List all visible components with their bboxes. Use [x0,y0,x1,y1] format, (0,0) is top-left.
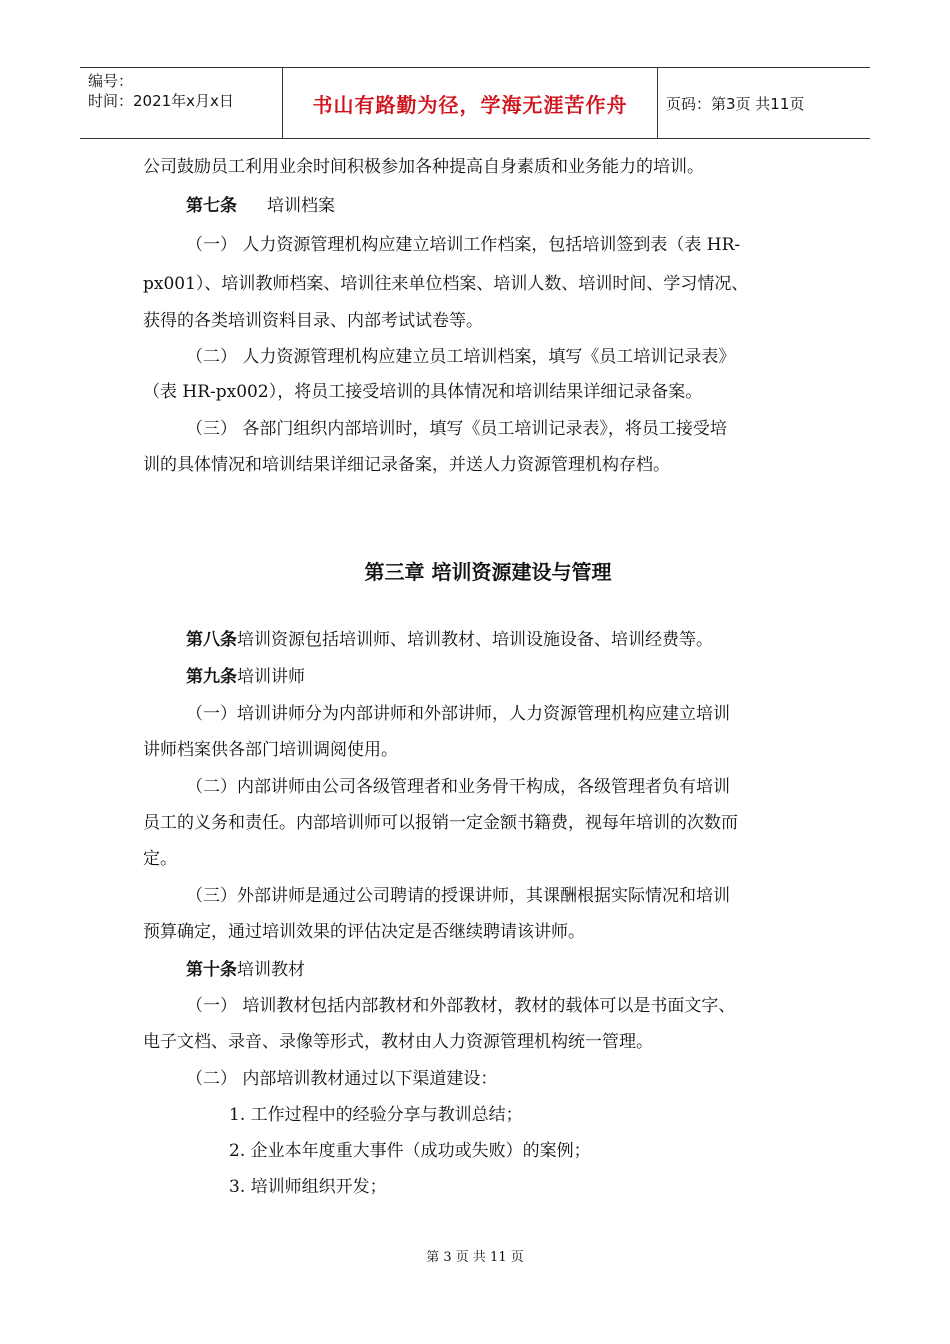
article-name: 培训档案 [267,196,335,216]
document-date: 时间：2021年x月x日 [88,92,234,110]
paragraph-line: （一） 培训教材包括内部教材和外部教材，教材的载体可以是书面文字、 [186,996,736,1016]
paragraph-line: （三）外部讲师是通过公司聘请的授课讲师，其课酬根据实际情况和培训 [186,886,730,906]
paragraph-line: （表 HR-px002），将员工接受培训的具体情况和培训结果详细记录备案。 [143,382,703,402]
article-name: 培训讲师 [237,667,305,687]
page-footer: 第 3 页 共 11 页 [426,1250,524,1265]
paragraph-line: （三） 各部门组织内部培训时，填写《员工培训记录表》，将员工接受培 [186,419,727,439]
paragraph-line: （一） 人力资源管理机构应建立培训工作档案，包括培训签到表（表 HR- [186,235,741,255]
paragraph-line: （一）培训讲师分为内部讲师和外部讲师，人力资源管理机构应建立培训 [186,704,730,724]
paragraph-line: 获得的各类培训资料目录、内部考试试卷等。 [143,311,483,331]
paragraph-line: 训的具体情况和培训结果详细记录备案，并送人力资源管理机构存档。 [143,455,670,475]
article-title: 第七条 [186,196,237,216]
paragraph-line: 预算确定，通过培训效果的评估决定是否继续聘请该讲师。 [143,922,585,942]
article-10-heading [186,958,305,982]
article-text: 培训资源包括培训师、培训教材、培训设施设备、培训经费等。 [237,630,713,650]
paragraph-line: 讲师档案供各部门培训调阅使用。 [143,740,398,760]
paragraph-line: 公司鼓励员工利用业余时间积极参加各种提高自身素质和业务能力的培训。 [143,157,704,177]
chapter-heading: 第三章 培训资源建设与管理 [364,560,612,584]
paragraph-line: px001）、培训教师档案、培训往来单位档案、培训人数、培训时间、学习情况、 [143,274,749,294]
header-page-number: 页码：第3页 共11页 [666,94,805,113]
article-8 [186,628,713,652]
paragraph-line: 电子文档、录音、录像等形式，教材由人力资源管理机构统一管理。 [143,1032,653,1052]
paragraph-line: 定。 [143,849,177,869]
paragraph-line: （二） 内部培训教材通过以下渠道建设： [186,1069,498,1089]
article-title: 第十条 [186,960,237,980]
header-motto: 书山有路勤为径，学海无涯苦作舟 [282,68,658,138]
article-name: 培训教材 [237,960,305,980]
list-item: 1. 工作过程中的经验分享与教训总结； [229,1105,523,1125]
list-item: 3. 培训师组织开发； [229,1177,387,1197]
article-9-heading [186,665,305,689]
header-meta [80,68,282,138]
document-number: 编号： [88,72,134,90]
list-item: 2. 企业本年度重大事件（成功或失败）的案例； [229,1141,591,1161]
article-7-heading [186,194,335,218]
paragraph-line: （二）内部讲师由公司各级管理者和业务骨干构成，各级管理者负有培训 [186,777,730,797]
article-title: 第九条 [186,667,237,687]
article-title: 第八条 [186,630,237,650]
paragraph-line: 员工的义务和责任。内部培训师可以报销一定金额书籍费，视每年培训的次数而 [143,813,738,833]
paragraph-line: （二） 人力资源管理机构应建立员工培训档案，填写《员工培训记录表》 [186,347,736,367]
page-header [80,67,870,139]
